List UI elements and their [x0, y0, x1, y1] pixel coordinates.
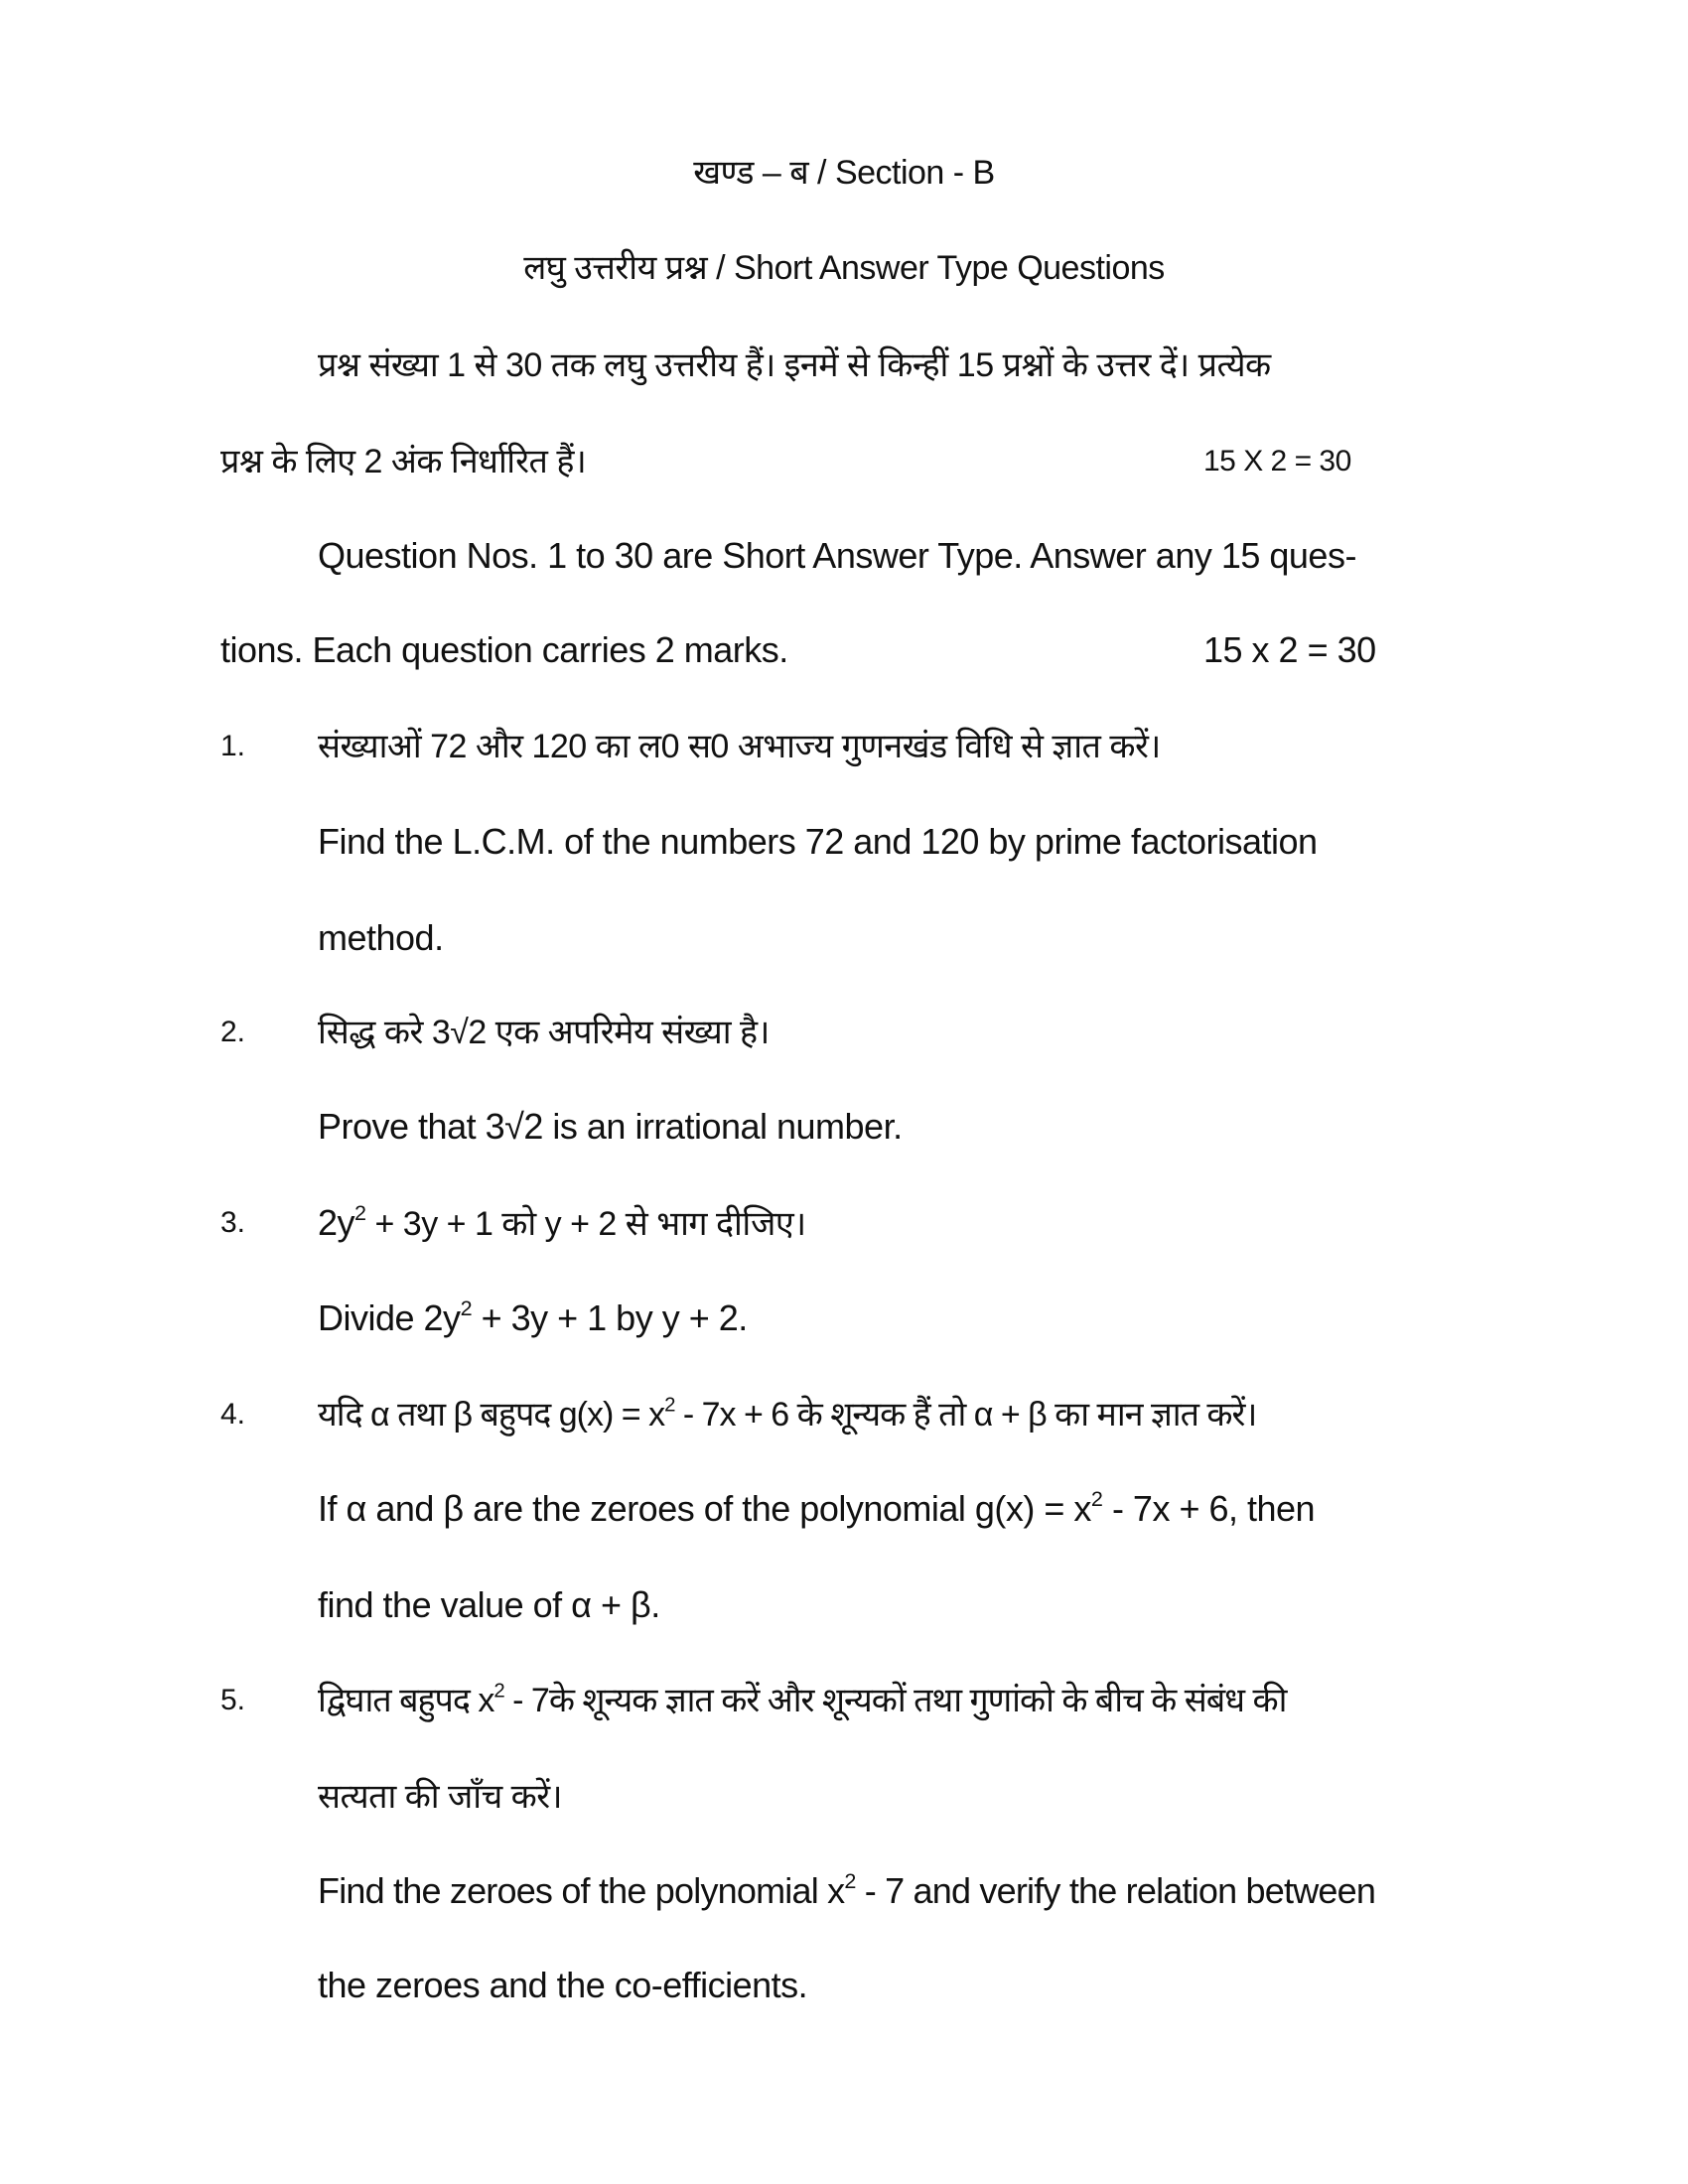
question-english-cont: the zeroes and the co-efficients.: [318, 1965, 808, 2005]
question-hindi: यदि α तथा β बहुपद $g(x) = x^2 - 7x + 6$ के शून्यक हैं तो α + β का मान ज्ञात करें।: [318, 1394, 1257, 1433]
instructions-english-line2: tions. Each question carries 2 marks.: [220, 629, 788, 670]
question-number: 2.: [220, 1016, 246, 1048]
question-number: 4.: [220, 1398, 246, 1431]
question-number: 3.: [220, 1206, 246, 1239]
question-hindi: संख्याओं 72 और 120 का ल0 स0 अभाज्य गुणनखंड विधि से ज्ञात करें।: [318, 728, 1161, 765]
instructions-hindi-line1: प्रश्न संख्या 1 से 30 तक लघु उत्तरीय हैं। इनमें से किन्हीं 15 प्रश्नों के उत्तर दें। प्रत्येक: [318, 346, 1271, 384]
question-hindi-cont: सत्यता की जाँच करें।: [318, 1778, 563, 1816]
question-english-cont: find the value of α + β.: [318, 1584, 660, 1625]
question-hindi: सिद्ध करे 3√2 एक अपरिमेय संख्या है।: [318, 1014, 770, 1051]
instructions-hindi-marks: 15 X 2 = 30: [1203, 445, 1351, 478]
question-hindi: $2y^2 + 3y + 1$ को y + 2 से भाग दीजिए।: [318, 1199, 806, 1243]
instructions-english-marks: 15 x 2 = 30: [1203, 629, 1376, 670]
question-english: Find the L.C.M. of the numbers 72 and 120 by prime factorisation: [318, 821, 1318, 862]
section-subheading: लघु उत्तरीय प्रश्न / Short Answer Type Questions: [523, 249, 1165, 287]
question-number: 5.: [220, 1684, 246, 1716]
question-english-cont: method.: [318, 917, 444, 958]
question-hindi: द्विघात बहुपद $x^2$ - 7के शून्यक ज्ञात करें और शून्यकों तथा गुणांको के बीच के संबंध की: [318, 1680, 1287, 1719]
instructions-hindi-line2: प्रश्न के लिए 2 अंक निर्धारित हैं।: [220, 443, 587, 480]
question-english: Divide $2y^2 + 3y + 1$ by y + 2.: [318, 1295, 748, 1338]
question-english: Prove that 3√2 is an irrational number.: [318, 1106, 903, 1147]
section-heading: खण्ड – ब / Section - B: [693, 154, 995, 192]
question-english: Find the zeroes of the polynomial $x^2 - 7$ and verify the relation between: [318, 1867, 1376, 1911]
question-number: 1.: [220, 730, 246, 762]
question-english: If α and β are the zeroes of the polynomial $g(x) = x^2 - 7x + 6$, then: [318, 1485, 1316, 1529]
instructions-english-line1: Question Nos. 1 to 30 are Short Answer Type. Answer any 15 ques-: [318, 535, 1356, 576]
